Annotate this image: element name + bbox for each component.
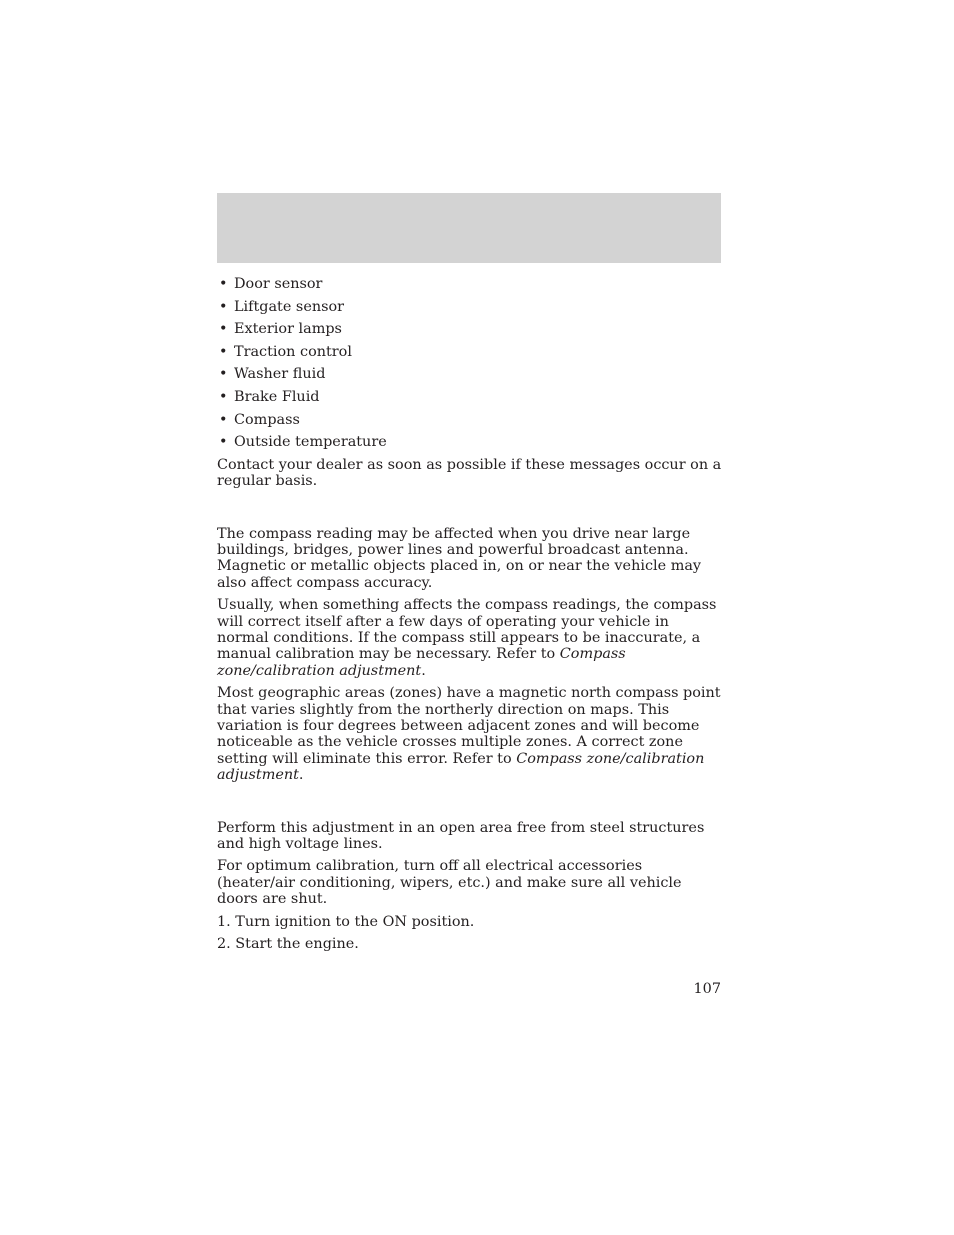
bullet-icon: •: [219, 298, 228, 315]
section-gap: [217, 496, 723, 526]
list-item: [217, 344, 723, 360]
bullet-icon: •: [219, 321, 228, 338]
list-item-label: Traction control: [234, 343, 352, 360]
section-gap: [217, 790, 723, 820]
bullet-icon: •: [219, 434, 228, 451]
header-bar: [217, 193, 721, 263]
calibration-step: 2. Start the engine.: [217, 936, 359, 953]
list-item-label: Outside temperature: [234, 434, 387, 451]
list-item: [217, 434, 723, 450]
bullet-icon: •: [219, 343, 228, 360]
calibration-step: 1. Turn ignition to the ON position.: [217, 913, 475, 930]
calibration-area-paragraph: Perform this adjustment in an open area free from steel structures and high voltage lines.: [217, 819, 705, 853]
cross-reference: Compass zone/calibration adjustment: [217, 646, 626, 679]
list-item-label: Liftgate sensor: [234, 298, 345, 315]
list-item: [217, 366, 723, 382]
page-number: 107: [693, 981, 721, 997]
paragraph-end: .: [298, 767, 304, 784]
compass-correction-paragraph: [217, 597, 723, 679]
paragraph-text: Usually, when something affects the compass readings, the compass will correct itself after a few days of operating your vehicle in normal conditions. If the compass still appears to be inaccurate, a manual calibration may be necessary. Refer to: [217, 597, 717, 663]
calibration-accessories-paragraph: For optimum calibration, turn off all electrical accessories (heater/air conditioning, wipers, etc.) and make sure all vehicle doors are shut.: [217, 858, 682, 908]
list-item-label: Brake Fluid: [234, 388, 320, 405]
list-item-label: Door sensor: [234, 276, 323, 292]
list-item: [217, 412, 723, 428]
contact-dealer-paragraph: Contact your dealer as soon as possible if these messages occur on a regular basis.: [217, 456, 722, 490]
message-list: [217, 276, 723, 451]
list-item-label: Washer fluid: [234, 366, 326, 383]
bullet-icon: •: [219, 366, 228, 383]
paragraph-text: Most geographic areas (zones) have a magnetic north compass point that varies slightly from the northerly direction on maps. This variation is four degrees between adjacent zones and will become noticeable as the vehicle crosses multiple zones. A correct zone setting will eliminate this error. Refer to: [217, 685, 721, 767]
compass-accuracy-paragraph: The compass reading may be affected when you drive near large buildings, bridges, power lines and powerful broadcast antenna. Magnetic or metallic objects placed in, on or near the vehicle may also affect compass accuracy.: [217, 525, 702, 591]
list-item: [217, 276, 723, 292]
list-item: [217, 321, 723, 337]
bullet-icon: •: [219, 411, 228, 428]
list-item-label: Exterior lamps: [234, 321, 342, 338]
list-item: [217, 389, 723, 405]
cross-reference: Compass zone/calibration adjustment: [217, 750, 705, 784]
list-item: [217, 299, 723, 315]
list-item-label: Compass: [234, 411, 300, 428]
compass-zones-paragraph: [217, 685, 723, 783]
page-content: [217, 276, 723, 959]
paragraph-end: .: [421, 662, 426, 679]
bullet-icon: •: [219, 388, 228, 405]
bullet-icon: •: [219, 276, 228, 292]
